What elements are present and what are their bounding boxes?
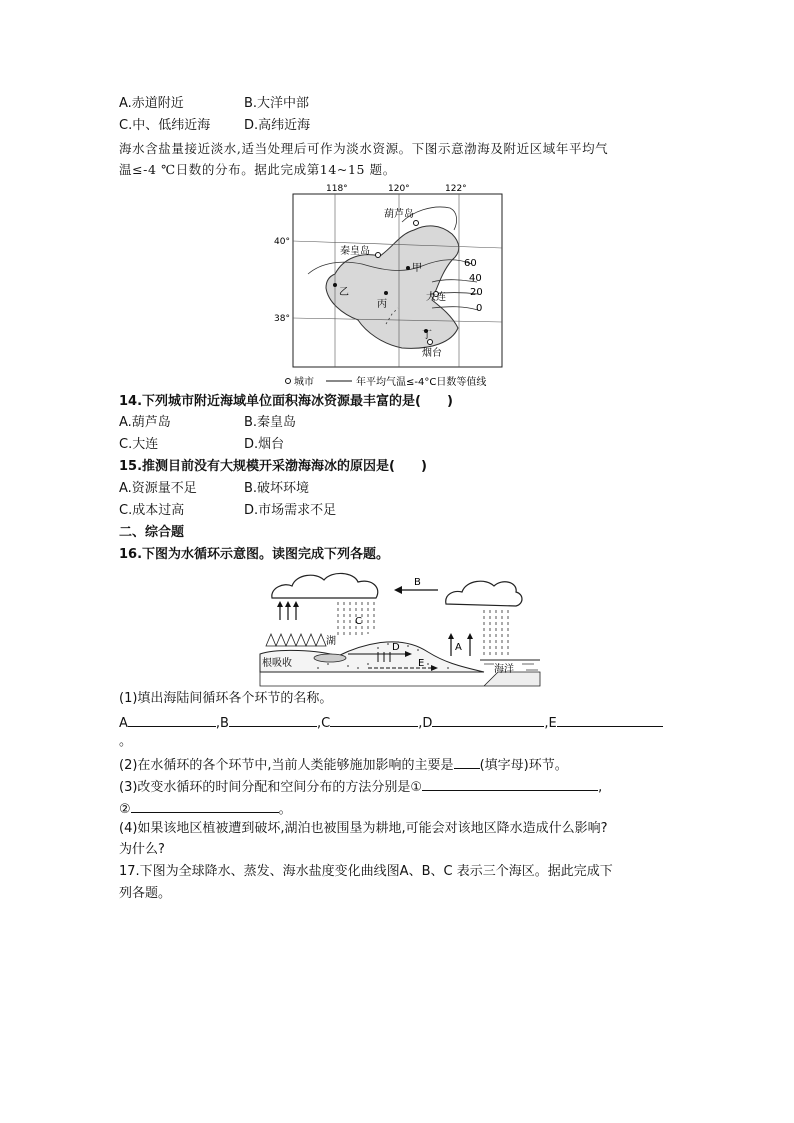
q16-part-4-line-2: 为什么?	[119, 842, 165, 857]
legend-isoline: 年平均气温≤-4°C日数等值线	[356, 377, 487, 388]
answer-blank-a[interactable]	[128, 712, 216, 727]
q16-stem: 16.下图为水循环示意图。读图完成下列各题。	[119, 547, 390, 562]
legend-city: 城市	[294, 377, 314, 388]
blank-label-e: ,E	[544, 716, 557, 731]
city-label: 秦皇岛	[340, 246, 370, 257]
q16-part-2	[119, 754, 568, 775]
lon-label: 118°	[326, 184, 348, 194]
label-ocean: 海洋	[494, 664, 514, 675]
label-plant-uptake: 根吸收	[262, 658, 292, 669]
blank-label-c: ,C	[316, 716, 331, 731]
q16-part-3	[119, 776, 602, 797]
q17-stem: 17.下图为全球降水、蒸发、海水盐度变化曲线图A、B、C 表示三个海区。据此完成下	[119, 864, 613, 879]
city-label: 烟台	[422, 348, 442, 359]
option-13-d: D.高纬近海	[244, 118, 311, 133]
q14-stem: 14.下列城市附近海域单位面积海冰资源最丰富的是( )	[119, 394, 453, 409]
option-15-a: A.资源量不足	[119, 481, 197, 496]
section-title: 二、综合题	[119, 525, 185, 540]
q15-stem: 15.推测目前没有大规模开采渤海海冰的原因是( )	[119, 459, 427, 474]
isoline-label: 20	[470, 287, 483, 298]
label-C: C	[355, 616, 362, 627]
blank-label-a: A	[119, 716, 128, 731]
q16-part-3-comma: ,	[598, 780, 603, 795]
point-label: 丁	[422, 330, 432, 341]
q16-part-1: (1)填出海陆间循环各个环节的名称。	[119, 691, 333, 706]
intro-line-2: 温≤-4 ℃日数的分布。据此完成第14~15 题。	[119, 162, 396, 177]
q16-blanks-end: 。	[119, 734, 133, 749]
q17-stem-line-2: 列各题。	[119, 886, 172, 901]
option-13-a: A.赤道附近	[119, 96, 184, 111]
lat-label: 38°	[274, 314, 290, 324]
label-A: A	[455, 642, 462, 653]
answer-blank-b[interactable]	[229, 712, 317, 727]
lon-label: 120°	[388, 184, 410, 194]
option-14-d: D.烟台	[244, 437, 285, 452]
q16-part-3-end: 。	[278, 802, 292, 817]
blank-label-d: ,D	[418, 716, 433, 731]
q16-part-2-text: (2)在水循环的各个环节中,当前人类能够施加影响的主要是	[119, 758, 454, 773]
option-13-c: C.中、低纬近海	[119, 118, 211, 133]
q16-part-2-suffix: (填字母)环节。	[479, 758, 568, 773]
lon-label: 122°	[445, 184, 467, 194]
option-14-a: A.葫芦岛	[119, 415, 171, 430]
q16-part-4: (4)如果该地区植被遭到破坏,湖泊也被围垦为耕地,可能会对该地区降水造成什么影响?	[119, 821, 608, 836]
point-label: 乙	[339, 287, 349, 298]
isoline-label: 40	[469, 273, 482, 284]
label-B: B	[414, 577, 421, 588]
label-lake: 湖	[326, 636, 336, 647]
option-14-c: C.大连	[119, 437, 159, 452]
answer-blank-e[interactable]	[557, 712, 663, 727]
q16-part-3-line-2	[119, 798, 292, 819]
answer-blank-3-1[interactable]	[422, 776, 598, 791]
option-15-b: B.破坏环境	[244, 481, 310, 496]
label-E: E	[418, 658, 425, 669]
option-15-d: D.市场需求不足	[244, 503, 337, 518]
q16-blanks-row	[119, 712, 663, 733]
isoline-label: 0	[476, 303, 483, 314]
city-label: 葫芦岛	[384, 209, 414, 220]
water-cycle-diagram	[258, 568, 540, 686]
blank-label-b: ,B	[215, 716, 229, 731]
q16-part-3-text: (3)改变水循环的时间分配和空间分布的方法分别是①	[119, 780, 423, 795]
intro-line-1: 海水含盐量接近淡水,适当处理后可作为淡水资源。下图示意渤海及附近区域年平均气	[119, 141, 609, 156]
option-15-c: C.成本过高	[119, 503, 185, 518]
answer-blank-2[interactable]	[454, 754, 480, 769]
answer-blank-d[interactable]	[432, 712, 544, 727]
label-D: D	[392, 642, 400, 653]
point-label: 丙	[377, 299, 387, 310]
bohai-map	[274, 182, 522, 390]
city-label: 大连	[426, 292, 446, 303]
option-13-b: B.大洋中部	[244, 96, 310, 111]
answer-blank-c[interactable]	[330, 712, 418, 727]
q16-part-3-circle-2: ②	[119, 802, 131, 817]
point-label: 甲	[412, 263, 422, 274]
isoline-label: 60	[464, 258, 477, 269]
lat-label: 40°	[274, 237, 290, 247]
answer-blank-3-2[interactable]	[131, 798, 279, 813]
option-14-b: B.秦皇岛	[244, 415, 297, 430]
